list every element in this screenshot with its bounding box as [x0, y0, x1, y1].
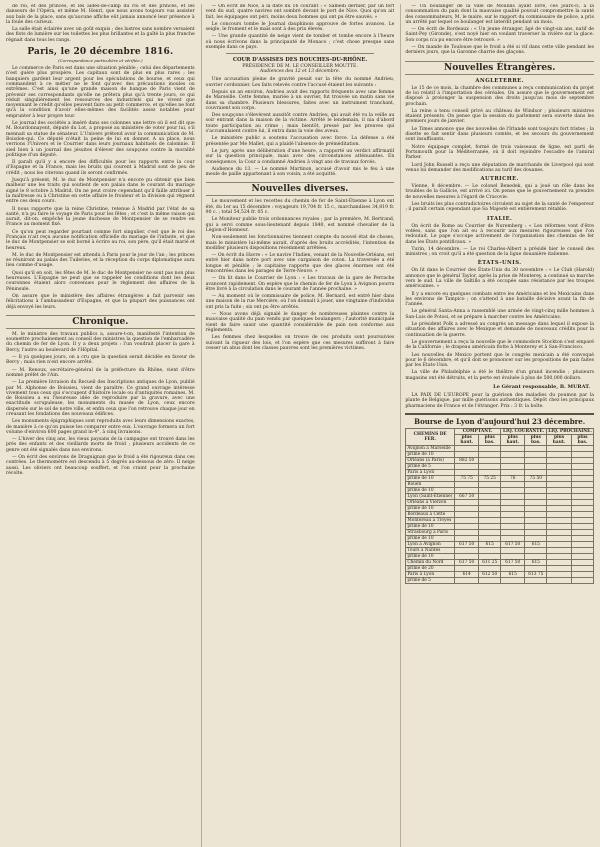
bourse-cell — [455, 577, 479, 583]
paragraph: On lit dans le Courrier des États-Unis du 30 novembre : « Le Club (Harold) annonce que le général Taylor, après la prise de Monterey, a continué sa marche vers le sud. La ville de Saltillo a été occupée sans résistance par les troupes américaines. » — [405, 268, 595, 290]
paragraph: — On écrit des environs de Draguignan que le froid a été rigoureux dans ces contrées. Le thermomètre est descendu à 5 degrés au-dessous de zéro. Il neige aussi. Les oliviers ont beaucoup souffert, et l'on craint pour la prochaine récolte. — [6, 455, 195, 476]
court-presidency: PRÉSIDENCE DE M. LE CONSEILLER MOUTTE. — [242, 64, 358, 70]
bourse-table — [405, 428, 594, 584]
bourse-row-name: prime de 20 — [406, 565, 455, 571]
bourse-cell: 613 75 — [525, 571, 547, 577]
court-title: COUR D'ASSISES DES BOUCHES-DU-RHÔNE. — [232, 57, 368, 64]
paragraph: Des soupçons s'élevèrent aussitôt contre Andrieu, qui avait été vu la veille au soir entrant dans la maison de la victime. Arrêté le lendemain, il nia d'abord toute participation au crime ; mais bientôt, pressé par les preuves qui s'accumulaient contre lui, il entra dans la voie des aveux. — [205, 113, 395, 135]
bourse-row-name: prime de 10 — [406, 505, 455, 511]
column-2 — [201, 4, 395, 847]
foreign-news-heading: Nouvelles Étrangères. — [405, 61, 594, 75]
bourse-row-name: Tours à Nantes — [406, 547, 455, 553]
bourse-row-name: prime de 5 — [406, 577, 455, 583]
bourse-subheader: plus haut. — [501, 434, 525, 445]
paragraph: On écrit de Rome au Courrier de Nuremberg : « Les réformes vont d'être votées, sans que l'on ait eu à recourir aux mesures rigoureuses que l'on redoutait. Le pape s'occupe activement de l'organisation des chemins de fer dans les États pontificaux. » — [405, 223, 595, 245]
paris-article — [6, 66, 195, 310]
country-heading-england: ANGLETERRE. — [475, 77, 524, 84]
paragraph: — Nous avons déjà signalé le danger de nombreuses plaintes contre la mauvaise qualité du pain vendu par quelques boulangers ; l'autorité municipale vient de faire saisir une quantité considérable de pain non conforme aux règlements. — [205, 312, 395, 333]
column-1 — [6, 4, 195, 847]
bourse-subheader: plus haut. — [547, 434, 572, 445]
bourse-subheader: plus bas. — [479, 434, 501, 445]
paragraph: — On écrit du Havre : « Le navire l'Indien, venant de la Nouvelle-Orléans, est entré hier dans notre port avec une cargaison de coton. La traversée a été longue et pénible ; le capitaine rapporte que des glaces énormes ont été rencontrées dans les parages de Terre-Neuve. » — [205, 253, 395, 274]
paragraph: Le Times annonce que des nouvelles de l'Irlande sont toujours fort tristes ; la disette se fait sentir dans plusieurs comtés, et les secours du gouvernement sont insuffisants. — [405, 126, 595, 143]
bourse-cell: 76 — [501, 475, 525, 481]
country-heading-italy: ITALIE. — [486, 215, 513, 222]
court-report — [206, 77, 395, 177]
bourse-row-name: prime de 5 — [406, 463, 455, 469]
austria-news — [405, 184, 594, 212]
paragraph: — Au moment où le commissaire de police, M. Bernard, est entré hier dans une maison de la rue Mercière, où l'on donnait à jouer, une vingtaine d'individus ont pris la fuite ; six ont pu être arrêtés. — [205, 294, 395, 310]
paragraph: Le ministère public a soutenu l'accusation avec force. La défense a été présentée par Me Mallet, qui a plaidé l'absence de préméditation. — [205, 136, 395, 147]
paragraph: Lord John Russell a reçu une députation de marchands de Liverpool qui sont venus lui demander des modifications au tarif des douanes. — [405, 162, 595, 173]
bourse-cell: 614 — [455, 571, 479, 577]
paragraph: La ville de Philadelphie a été le théâtre d'un grand incendie ; plusieurs magasins ont été détruits, et la perte est évaluée à plus de 500,000 dollars. — [405, 370, 595, 381]
bourse-col-comptant: COMPTANT. — [455, 428, 501, 434]
bourse-cell: 617 50 — [501, 541, 525, 547]
bourse-subheader: plus bas. — [571, 434, 593, 445]
bourse-row-name: Orléans à Vierzon — [406, 499, 455, 505]
bourse-row-name: Paris à Lyon — [406, 469, 455, 475]
paragraph: Le général Santa-Anna a rassemblé une armée de vingt-cinq mille hommes à San-Luis de Potosi, et se prépare à marcher contre les Américains. — [405, 309, 595, 320]
bourse-row-name: Rouen — [406, 481, 455, 487]
paragraph: — On écrit de Bordeaux : « Un jeune étranger, âgé de vingt-six ans, natif de Saint-Pey (Gironde), s'est noyé hier en voulant traverser la rivière sur la glace. Son corps n'a pu encore être retrouvé. » — [405, 27, 595, 43]
chronique-article — [6, 332, 195, 476]
paragraph: Notre équipage complet, formé de trois vaisseaux de ligne, est parti de Portsmouth pour la Méditerranée, où il doit rejoindre l'escadre de l'amiral Parker. — [405, 144, 595, 161]
divider — [226, 53, 375, 54]
paragraph: — M. Renoux, secrétaire-général de la préfecture du Rhône, vient d'être nommé préfet de l'Ain. — [6, 367, 195, 378]
bourse-cell — [547, 577, 572, 583]
paragraph: Depuis un an environ, Andrieu avait des rapports fréquents avec une femme de Marseille. Cette femme, mariée à un ouvrier, fut trouvée un matin sans vie dans sa chambre. Plusieurs blessures, faites avec un instrument tranchant, couvraient son corps. — [205, 89, 395, 111]
paragraph: Les monuments épigraphiques sont reproduits avec leurs dimensions exactes, de manière à ce qu'on puisse les comparer entre eux. L'ouvrage formera un fort volume d'environ 600 pages grand in-4°, à cinq livraisons. — [6, 419, 195, 435]
bourse-row-name: Strasbourg à Paris — [406, 529, 455, 535]
bourse-row-name: Chemin du Nord — [406, 559, 455, 565]
chronique-heading: Chronique. — [6, 315, 195, 329]
paragraph: Le président Polk a adressé au congrès un message dans lequel il expose la situation des affaires avec le Mexique et demande de nouveaux crédits pour la continuation de la guerre. — [405, 322, 595, 338]
paragraph: — L'hiver des cinq ans, les vieux paysans de la campagne ont trouvé dans les prés des enfants et des vieillards morts de froid ; plusieurs accidents de ce genre ont été signalés dans nos environs. — [6, 437, 195, 453]
bourse-row-name: Avignon à Marseille — [406, 445, 455, 451]
paragraph: — La première livraison du Recueil des Inscriptions antiques de Lyon, publié par M. Alphonse de Boissieu, vient de paraître. Ce grand ouvrage intéresse vivement tous ceux qui s'occupent d'histoire locale ou d'antiquités romaines. M. de Boissieu a eu l'heureuse idée de reproduire par la gravure, avec une exactitude scrupuleuse, les monuments du musée de Lyon, ceux encore dispersés sur le sol de notre ville, et enfin ceux que l'on retrouve chaque jour en creusant les fondations des nouveaux édifices. — [6, 380, 195, 417]
paragraph: Le mouvement et les recettes du chemin de fer de Saint-Étienne à Lyon ont été, du 1er au 15 décembre : voyageurs 19,704 fr. 15 c., marchandises 34,819 fr. 90 c. ; total 54,524 fr. 05 c. — [205, 199, 395, 216]
bourse-subheader: plus bas. — [525, 434, 547, 445]
nouvelles-diverses — [206, 199, 395, 351]
bourse-col-name: CHEMINS DE FER. — [406, 428, 455, 445]
paragraph: Jusqu'à présent, M. le duc de Montpensier n'a encore pu obtenir que bien malheur une les traits qui soutient de son palais dans le courant du mariage signé le 8 octobre à Madrid. On ne peut croire cependant qu'il faille attribuer à la maîtresse ou à Christine en cette affaire le froideur et la division qui régnent entre ces deux cours. — [6, 178, 195, 205]
court-dates: Audiences des 12 et 13 décembre. — [259, 69, 341, 75]
bourse-row-name: prime de 10 — [406, 451, 455, 457]
bourse-row-name: Bordeaux à Cette — [406, 511, 455, 517]
paragraph: Quoi qu'il en soit, les fêtes de M. le duc de Montpensier ne sont pas non plus heureuses. L'Espagne ne peut que se rappeler les conditions dont les deux couronnes étaient alors convenues pour le règlement des affaires de la Péninsule. — [6, 270, 195, 292]
bourse-row-name: prime de 10 — [406, 523, 455, 529]
paragraph: Le jury, après une délibération d'une heure, a rapporté un verdict affirmatif sur la question principale, mais avec des circonstances atténuantes. En conséquence, la Cour a condamné Andrieu à vingt ans de travaux forcés. — [205, 148, 395, 165]
bourse-row-name: Lyon (Saint-Étienne) — [406, 493, 455, 499]
paragraph: Il nous rapporte que la reine Christine, retenue à Madrid par l'état de sa santé, n'a pu faire le voyage de Paris pour les fêtes ; et c'est la même raison qui aurait, dit-on, empêché la jeune duchesse de Montpensier de se rendre en France au moment fixé. — [6, 206, 195, 228]
paragraph: Le commerce de Paris est dans une situation pénible ; celui des départements n'est guère plus prospère. Les capitaux sont de plus en plus rares ; les banquiers gardent leur argent pour les spéculations de bourse, et ceux qui commandent à ce métier ne le font qu'avec des précautions inouïes ou extrêmes. C'est ainsi qu'une grande maison de banque de Paris vient de prévenir ses correspondants qu'elle ne prêtera plus qu'à trente jours, ce qui réduit singulièrement les ressources des industriels qui ne vivent que moyennant le crédit qu'elles peuvent faire au petit commerce, et qu'elles ne font qu'à la condition d'avoir elles-mêmes des facilités assez notables pour emprunter à leur propre tour. — [6, 66, 195, 119]
nice-news — [206, 4, 395, 50]
bourse-cell: 75 50 — [525, 475, 547, 481]
bourse-cell: 617 50 — [455, 559, 479, 565]
bourse-subheader: plus haut. — [455, 434, 479, 445]
bourse-row-name: Lyon à Avignon — [406, 541, 455, 547]
bourse-cell — [501, 577, 525, 583]
bourse-rows — [406, 445, 594, 583]
bourse-cell: 75 25 — [479, 475, 501, 481]
usa-news — [405, 268, 594, 381]
bourse-row-name: prime de 10 — [406, 553, 455, 559]
intro-paragraphs — [6, 4, 195, 43]
paragraph: de roi, et des princes, et les aides-de-camp du roi et des princes, et les danseurs de l'Opéra, et même M. Henri, que nous avons toujours vus assister aux bals de la place, sans qu'aucune affiche eût jamais annoncé leur présence à la foule des curieux. — [6, 4, 195, 25]
bourse-row-name: prime de 10 — [406, 475, 455, 481]
bourse-cell: 667 50 — [455, 493, 479, 499]
bourse-cell — [571, 577, 593, 583]
paragraph: Les nouvelles de Mexico portent que le congrès mexicain a été convoqué pour le 6 décembre, et qu'il doit se prononcer sur les propositions de paix faites par les États-Unis. — [405, 352, 595, 369]
bourse-row-name: Orléans (à Paris) — [406, 457, 455, 463]
bourse-cell: 611 25 — [479, 559, 501, 565]
paragraph: La reine a tenu conseil privé au château de Windsor ; plusieurs ministres étaient présents. On pense que la session du parlement sera ouverte dans les premiers jours de janvier. — [405, 108, 595, 125]
bourse-cell — [525, 577, 547, 583]
paragraph: La salle était éclairée avec un goût exquis ; des lustres sans nombre versaient des flots de lumière sur les toilettes les plus brillantes et la gaîté la plus franche régnait dans tous les rangs. — [6, 27, 195, 43]
paragraph: Le journal des sociétés a inséré dans ses colonnes une lettre où il est dit que M. Bourdonnayent, député du Lot, a proposé au ministère de voter pour lui, s'il mennait sa statue de sénateur. L'Univers prétend avoir la communication de M. Boisdon-qui. Ce député n'était la peine de lui en donner. A sa place, nous verrions l'Univers et le Courrier dans leurs journaux habituels de calomnie. Il sied bien à un journal des jésuites d'élever des soupçons contre la moralité politique d'un député. — [6, 121, 195, 158]
paragraph: Il paraît qu'il y a encore des difficultés pour les rapports entre la cour d'Espagne et la France, mais les bruits qui courent à Madrid sont de peu de crédit ; nous les citerons quand ils seront confirmés. — [6, 160, 195, 176]
bourse-col-liq-courante: LIQ. COURANTE. — [501, 428, 547, 434]
paragraph: Une accusation pleine de gravité pesait sur la tête du nommé Andrieu, ouvrier cordonnier. Les faits relevés contre l'accusé étaient les suivants : — [205, 77, 395, 88]
bourse-cell: 615 — [479, 541, 501, 547]
bourse-col-liq-prochaine: LIQ. PROCHAINE. — [548, 428, 592, 434]
paragraph: Non-seulement les fonctionnaires tiennent compte du nouvel état de choses, mais le ministère lui-même aurait, d'après des bruits accrédités, l'intention de modifier plusieurs dispositions récemment arrêtées. — [205, 235, 395, 251]
country-heading-usa: ÉTATS-UNIS. — [477, 260, 522, 267]
paragraph: — On écrit de Nice, à la date du 16 courant : « Samedi dernier, par un fort vent du sud, quatre navires ont sombré devant le port de Nice. Quoi qu'on ait fait, les équipages ont péri, moins deux hommes qui ont pu être sauvés. » — [205, 4, 395, 20]
paragraph: Ce qu'on peut regarder pourtant comme fort singulier, c'est que le roi des Français n'ait reçu aucune notification officielle du mariage de l'infante, et que le duc de Montpensier se soit borné à écrire au roi, son père, qu'il était marié et heureux. — [6, 229, 195, 251]
bourse-cell: 615 — [501, 571, 525, 577]
england-news — [405, 86, 594, 173]
dateline-subtitle: (Correspondance particulière et vérifiée.) — [58, 58, 143, 64]
bourse-cell: 617 50 — [455, 541, 479, 547]
country-heading-austria: AUTRICHE. — [480, 176, 519, 183]
paragraph: Audience du 13. — Le nommé Martinon, accusé d'avoir mis le feu à une meule de paille appartenant à son voisin, a été acquitté. — [205, 166, 395, 178]
bourse-row-name: Montereau à Troyes — [406, 517, 455, 523]
paragraph: On assure que le ministère des affaires étrangères a fait parvenir ses félicitations à l'ambassadeur d'Espagne, et que la plupart des puissances ont déjà envoyé les leurs. — [6, 293, 195, 310]
bourse-cell: 882 50 — [455, 457, 479, 463]
bourse-cell: 617 50 — [501, 559, 525, 565]
paragraph: Les femmes chez lesquelles on trouve de ces produits sont poursuivies suivant la rigueur des lois, et l'on espère que ces mesures suffiront à faire cesser un abus dont les classes pauvres sont les premières victimes. — [205, 335, 395, 351]
paragraph: — Une grande quantité de neige vient de tomber et tombe encore à l'heure où nous écrivons dans la principauté de Monaco ; c'est chose presque sans exemple dans ce pays. — [205, 34, 395, 51]
paragraph: Les bruits les plus contradictoires circulent au sujet de la santé de l'empereur ; il paraît certain cependant que Sa Majesté est entièrement rétablie. — [405, 202, 595, 213]
bourse-title: Bourse de Lyon d'aujourd'hui 23 décembre. — [405, 413, 594, 426]
paragraph: Turin, 14 décembre. — Le roi Charles-Albert a présidé hier le conseil des ministres ; on croit qu'il a été question de la ligue douanière italienne. — [405, 246, 595, 258]
bourse-cell: 615 — [525, 541, 547, 547]
paragraph: M. le duc de Montpensier est attendu à Paris pour le jour de l'an ; les princes se réuniront au palais des Tuileries, et la réception du corps diplomatique aura lieu comme d'usage. — [6, 252, 195, 269]
gerant-signature: Le Gérant responsable, B. MURAT. — [493, 384, 591, 391]
nouvelles-diverses-heading: Nouvelles diverses. — [206, 182, 395, 196]
paragraph: Le Moniteur publie trois ordonnances royales ; par la première, M. Bertrand, qui a servi comme sous-lieutenant depuis 1840, est nommé chevalier de la Légion-d'Honneur. — [205, 217, 395, 233]
bourse-row-name: prime de 10 — [406, 535, 455, 541]
italy-news — [405, 224, 594, 258]
bourse-row-name: Paris à Lyon — [406, 571, 455, 577]
paragraph: M. le ministre des travaux publics a, assure-t-on, manifesté l'intention de soumettre prochainement au conseil des ministres la question de l'embarcadère du chemin de fer de Lyon. Il y a deux projets : l'un voudrait placer la gare à Bercy, l'autre au boulevard de l'Hôpital. — [6, 331, 195, 353]
paragraph: Le gouvernement a reçu la nouvelle que le commodore Stockton s'est emparé de la Californie ; le drapeau américain flotte à Monterey et à San-Francisco. — [405, 339, 595, 351]
bourse-cell: 75 75 — [455, 475, 479, 481]
paragraph: Le 15 de ce mois, la chambre des communes a reçu communication du projet de loi relatif à l'importation des céréales. On assure que le gouvernement est disposé à prolonger la suspension des droits jusqu'au mois de septembre prochain. — [405, 85, 595, 107]
bourse-row-name: prime de 10 — [406, 487, 455, 493]
paragraph: Le concours tombe le Journal dauphinois approuve de fortes avances. Le seigle, le froment et le maïs sont à des prix élevés. — [205, 21, 395, 33]
local-news — [405, 4, 594, 56]
bourse-cell: 615 — [525, 559, 547, 565]
paragraph: Vienne, 8 décembre. — Le colonel Benedek, qui a joué un rôle dans les troubles de la Gallicie, est arrivé ici. On pense que le gouvernement va prendre de nouvelles mesures à l'égard de Cracovie. — [405, 184, 595, 200]
paragraph: — Un boulanger de la ville de Moulins ayant livré, ces jours-ci, à la consommation du pain dont la mauvaise qualité pouvait compromettre la santé des consommateurs, M. le maire, sur le rapport du commissaire de police, a pris un arrêté par lequel ce boulanger est interdit pendant un mois. — [405, 4, 595, 25]
paragraph: — Il ya quelques jours, on a cru que la question serait décidée en faveur de Bercy ; mais rien n'est encore arrêté. — [6, 355, 195, 366]
advert-notice: LA PAIX DE L'EUROPE pour la guérison des maladies du poumon par la plante de Belgique, par mille guérisons authentiques. Dépôt chez les principaux pharmaciens de France et de l'étranger. Prix : 3 fr. la boîte. — [405, 393, 595, 409]
bourse-cell: 612 50 — [479, 571, 501, 577]
table-row — [406, 577, 594, 583]
paragraph: — On lit dans le Courrier de Lyon : « Les travaux de la gare de Perrache avancent rapidement. On espère que le chemin de fer de Lyon à Avignon pourra être livré à la circulation dans le courant de l'année prochaine. » — [205, 276, 395, 292]
paragraph: Il y a encore eu quelques combats entre les Américains et les Mexicains dans les environs de Tampico ; on s'attend à une bataille décisive avant la fin de l'année. — [405, 291, 595, 308]
paris-dateline: Paris, le 20 décembre 1816. — [27, 47, 174, 58]
paragraph: — On mande de Toulouse que le froid a été si vif dans cette ville pendant les derniers jours, que la Garonne charrie des glaçons. — [405, 45, 595, 56]
column-3 — [400, 4, 594, 847]
bourse-cell — [479, 577, 501, 583]
